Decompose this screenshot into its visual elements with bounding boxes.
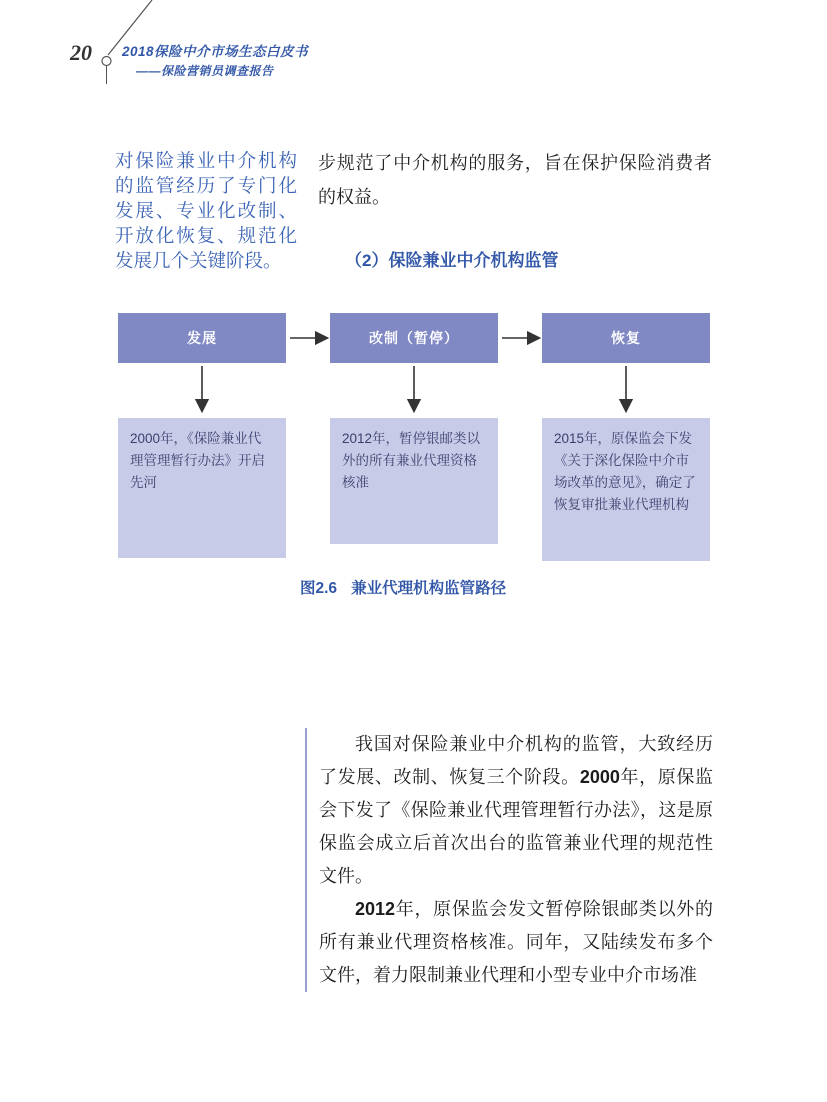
figure-caption bbox=[300, 576, 506, 598]
stage-label: 改制（暂停） bbox=[369, 330, 459, 346]
figure-caption-text: 兼业代理机构监管路径 bbox=[351, 580, 507, 597]
stage-box-recovery bbox=[542, 313, 710, 363]
figure-caption-number: 图2.6 bbox=[300, 580, 338, 597]
stage-box-development bbox=[118, 313, 286, 363]
body-paragraph-1-rest: 年，原保监会下发了《保险兼业代理管理暂行办法》，这是原保监会成立后首次出台的监管兼业代理的规范性文件。 bbox=[319, 767, 714, 886]
body-paragraph-1-year: 2000 bbox=[579, 767, 620, 787]
stage-detail-development: 2000年，《保险兼业代理管理暂行办法》开启先河 bbox=[118, 418, 286, 558]
stage-box-reform bbox=[330, 313, 498, 363]
page-number: 20 bbox=[70, 40, 92, 65]
body-paragraph-1-text: 我国对保险兼业中介机构的监管，大致经历了发展、改制、恢复三个阶段。 bbox=[319, 734, 713, 787]
stage-detail-recovery: 2015年，原保监会下发《关于深化保险中介市场改革的意见》，确定了恢复审批兼业代理机构 bbox=[542, 418, 710, 561]
body-paragraph-1 bbox=[319, 728, 713, 893]
stage-label: 发展 bbox=[187, 330, 217, 346]
report-subtitle: ——保险营销员调查报告 bbox=[136, 64, 274, 78]
report-title: 2018保险中介市场生态白皮书 bbox=[122, 44, 309, 59]
stage-label: 恢复 bbox=[611, 330, 641, 346]
body-paragraph-2-year: 2012 bbox=[355, 899, 396, 919]
margin-note: 对保险兼业中介机构的监管经历了专门化发展、专业化改制、开放化恢复、规范化发展几个关键阶段。 bbox=[115, 150, 297, 271]
stage-detail-reform: 2012年，暂停银邮类以外的所有兼业代理资格核准 bbox=[330, 418, 498, 544]
intro-paragraph: 步规范了中介机构的服务，旨在保护保险消费者的权益。 bbox=[318, 153, 712, 207]
body-paragraph-2 bbox=[319, 893, 713, 992]
section-heading: （2）保险兼业中介机构监管 bbox=[345, 251, 559, 270]
body-paragraph-2-text: 年，原保监会发文暂停除银邮类以外的所有兼业代理资格核准。同年，又陆续发布多个文件，着力限制兼业代理和小型专业中介市场准 bbox=[319, 899, 713, 985]
body-text-block bbox=[305, 728, 713, 992]
